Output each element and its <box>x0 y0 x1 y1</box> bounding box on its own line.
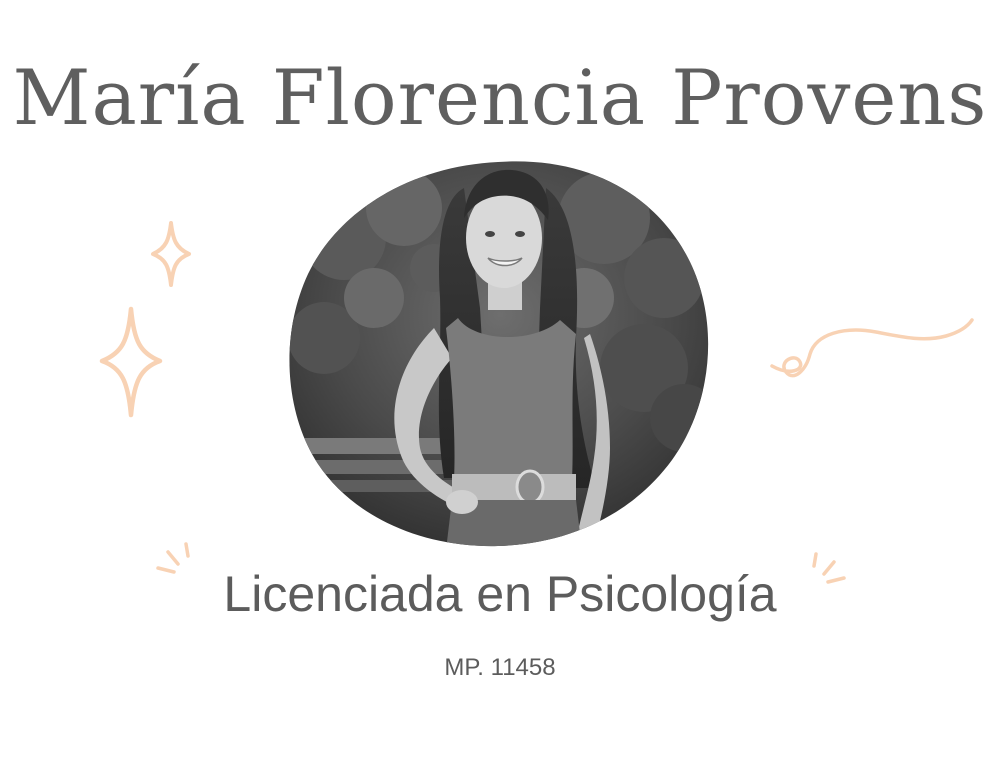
sparkle-large-icon <box>98 305 164 419</box>
squiggle-icon <box>764 312 980 388</box>
sparkle-small-icon <box>150 220 192 288</box>
registration-number: MP. 11458 <box>444 654 556 681</box>
portrait-photo <box>284 158 716 550</box>
profession-title: Licenciada en Psicología <box>223 566 777 622</box>
page-title: María Florencia Provens <box>12 53 988 142</box>
portrait-photo-icon <box>284 158 716 550</box>
